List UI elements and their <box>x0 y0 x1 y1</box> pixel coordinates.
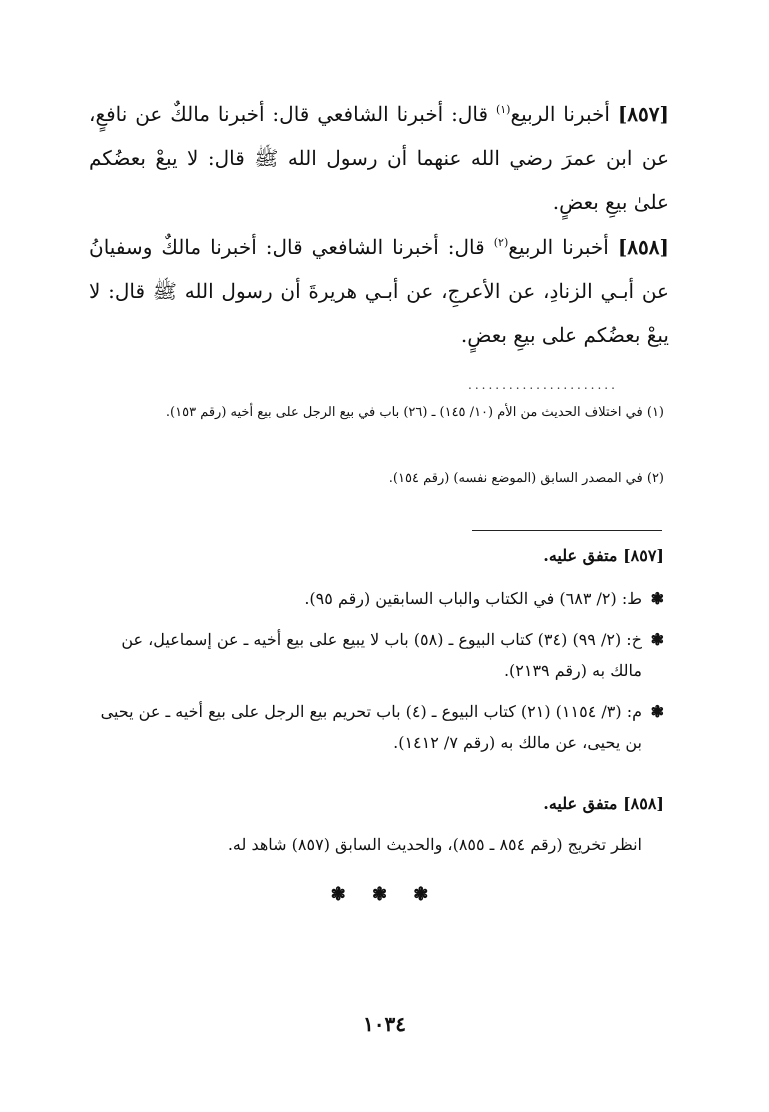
takhrij-857 <box>99 540 664 758</box>
bullet-icon: ❃ <box>650 702 664 721</box>
takhrij-verdict: متفق عليه. <box>543 794 618 813</box>
hadith-text-start: أخبرنا الربيع <box>510 102 610 126</box>
hadith-858 <box>89 225 669 357</box>
hadith-857 <box>89 92 669 224</box>
page-number: ١٠٣٤ <box>363 1012 406 1036</box>
takhrij-verdict: متفق عليه. <box>543 546 618 565</box>
takhrij-number: [٨٥٧] <box>623 546 664 565</box>
hadith-number: [٨٥٨] <box>617 235 669 259</box>
bullet-icon: ❃ <box>650 630 664 649</box>
hadith-number: [٨٥٧] <box>617 102 669 126</box>
takhrij-heading <box>99 788 664 819</box>
footnote-2: (٢) في المصدر السابق (الموضع نفسه) (رقم ١٥٤). <box>388 471 664 486</box>
takhrij-item-text: خ: (٢/ ٩٩) (٣٤) كتاب البيوع ـ (٥٨) باب لا يبيع على بيع أخيه ـ عن إسماعيل، عن مالك به (رقم ٢١٣٩). <box>121 630 642 680</box>
footnote-separator: ...................... <box>468 378 618 392</box>
footnote-1: (١) في اختلاف الحديث من الأم (١٠/ ١٤٥) ـ (٢٦) باب في بيع الرجل على بيع أخيه (رقم ١٥٣). <box>165 405 664 420</box>
footnote-marker[interactable]: (٢) <box>493 236 509 249</box>
hadith-text-start: أخبرنا الربيع <box>508 235 609 259</box>
takhrij-item-text: ط: (٢/ ٦٨٣) في الكتاب والباب السابقين (رقم ٩٥). <box>304 589 642 608</box>
bullet-icon: ❃ <box>650 589 664 608</box>
takhrij-heading <box>99 540 664 571</box>
takhrij-item <box>99 624 664 686</box>
hadith-text: قال: أخبرنا الشافعي قال: أخبرنا مالكٌ وسفيانُ عن أبـي الزنادِ، عن الأعرجِ، عن أبـي هريرةَ أن رسول الله ﷺ قال: لا يبعْ بعضُكم على بيعِ بعضٍ. <box>89 235 669 347</box>
hadith-text: قال: أخبرنا الشافعي قال: أخبرنا مالكٌ عن نافعٍ، عن ابن عمرَ رضي الله عنهما أن رسول الله ﷺ قال: لا يبعْ بعضُكم علىٰ بيعِ بعضٍ. <box>89 102 669 214</box>
takhrij-item <box>99 696 664 758</box>
takhrij-item <box>99 583 664 614</box>
section-divider <box>472 530 662 531</box>
end-ornament: ❃ ❃ ❃ <box>330 884 439 905</box>
takhrij-number: [٨٥٨] <box>623 794 664 813</box>
takhrij-858 <box>99 788 664 860</box>
footnote-marker[interactable]: (١) <box>495 103 511 116</box>
takhrij-text: انظر تخريج (رقم ٨٥٤ ـ ٨٥٥)، والحديث السابق (٨٥٧) شاهد له. <box>227 835 642 854</box>
takhrij-item-text: م: (٣/ ١١٥٤) (٢١) كتاب البيوع ـ (٤) باب تحريم بيع الرجل على بيع أخيه ـ عن يحيى بن يحيى، عن مالك به (رقم ٧/ ١٤١٢). <box>100 702 642 752</box>
